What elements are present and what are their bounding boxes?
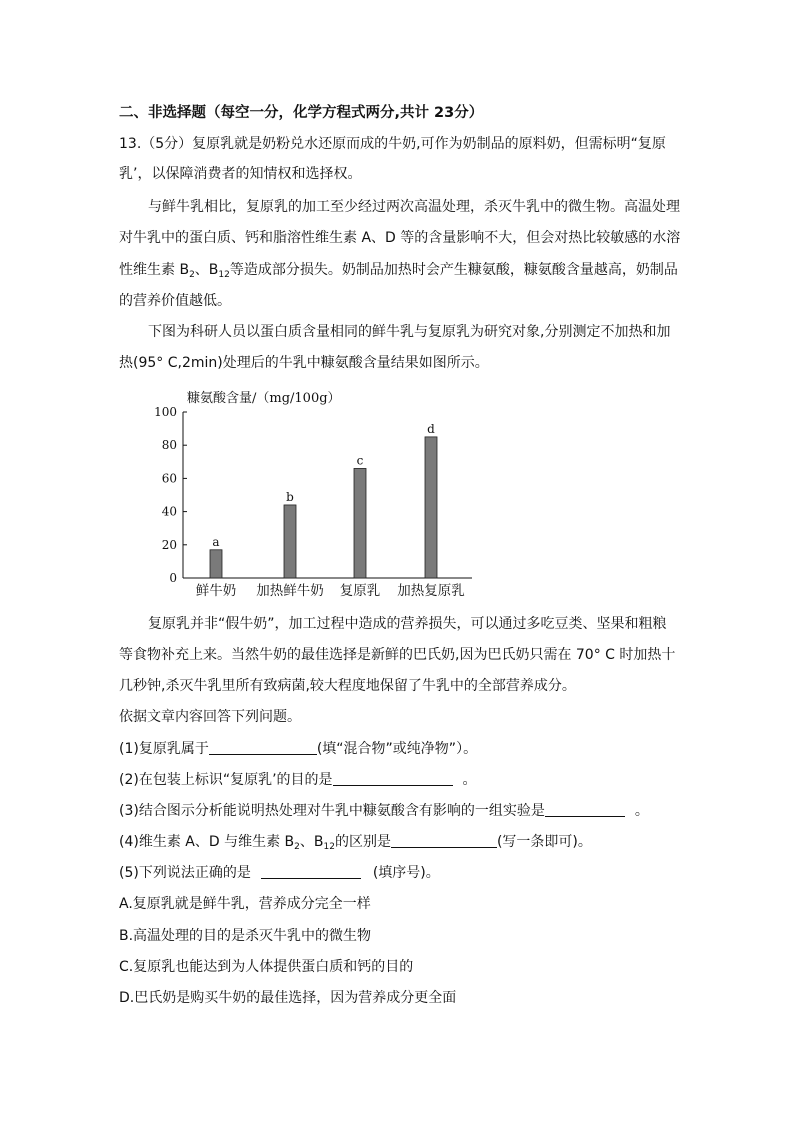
option-d: D.巴氏奶是购买牛奶的最佳选择，因为营养成分更全面 [119,990,457,1006]
paragraph-3-line-1: 复原乳并非“假牛奶”，加工过程中造成的营养损失，可以通过多吃豆类、坚果和粗粮 [148,616,667,632]
question-5 [119,863,679,883]
y-tick-label: 20 [161,537,177,552]
question-2 [119,770,679,790]
y-tick-label: 40 [161,504,177,519]
paragraph-3-line-3: 几秒钟,杀灭牛乳里所有致病菌,较大程度地保留了牛乳中的全部营养成分。 [119,678,576,694]
answer-blank-3[interactable] [545,802,625,817]
paragraph-1-line-1: 与鲜牛乳相比，复原乳的加工至少经过两次高温处理，杀灭牛乳中的微生物。高温处理 [148,199,680,215]
bar-label: d [427,421,435,436]
section-heading: 二、非选择题（每空一分，化学方程式两分,共计 23分） [119,105,484,121]
paragraph-1-line-3 [119,260,679,280]
category-label: 复原乳 [339,583,381,599]
text-run: (1)复原乳属于 [119,741,209,757]
bar [354,468,366,578]
text-run: 。 [634,803,649,819]
text-run: 等造成部分损失。奶制品加热时会产生糠氨酸，糠氨酸含量越高，奶制品 [229,262,678,278]
y-ticks [154,405,187,585]
subscript: 12 [323,842,335,852]
text-run: (写一条即可)。 [496,834,592,850]
option-c: C.复原乳也能达到为人体提供蛋白质和钙的目的 [119,959,414,975]
paragraph-3-line-2: 等食物补充上来。当然牛奶的最佳选择是新鲜的巴氏奶,因为巴氏奶只需在 70° C 时加热十 [119,647,676,663]
y-tick-label: 100 [154,405,177,419]
question-intro-line-1: 13.（5分）复原乳就是奶粉兑水还原而成的牛奶,可作为奶制品的原料奶，但需标明“复原 [119,136,666,152]
question-intro-line-2: 乳’，以保障消费者的知情权和选择权。 [119,166,362,182]
text-run: 。 [462,772,477,788]
paragraph-2-line-2: 热(95° C,2min)处理后的牛乳中糠氨酸含量结果如图所示。 [119,355,489,371]
question-4 [119,832,679,852]
subscript: 2 [294,842,300,852]
bar [210,550,222,578]
text-run: (填序号)。 [372,865,440,881]
option-a: A.复原乳就是鲜牛乳，营养成分完全一样 [119,896,371,912]
paragraph-2-line-1: 下图为科研人员以蛋白质含量相同的鲜牛乳与复原乳为研究对象,分别测定不加热和加 [148,324,671,340]
category-label: 加热复原乳 [397,583,465,599]
text-run: (3)结合图示分析能说明热处理对牛乳中糠氨酸含有影响的一组实验是 [119,803,545,819]
paragraph-1-line-2: 对牛乳中的蛋白质、钙和脂溶性维生素 A、D 等的含量影响不大，但会对热比较敏感的水溶 [119,230,681,246]
y-axis-label: 糠氨酸含量/（mg/100g） [187,391,341,406]
answer-blank-2[interactable] [333,771,453,786]
text-run: (4)维生素 A、D 与维生素 B [119,834,295,850]
bar-labels [212,422,435,549]
bar-label: a [212,534,220,549]
option-b: B.高温处理的目的是杀灭牛乳中的微生物 [119,928,372,944]
bar-label: b [286,489,294,504]
bar [425,437,437,578]
text-run: 的区别是 [334,834,391,850]
category-labels [196,582,465,599]
text-run: 、B [194,262,219,278]
bars [210,437,437,578]
question-3 [119,801,679,821]
text-run: (5)下列说法正确的是 [119,865,251,881]
subscript: 2 [189,270,195,280]
y-tick-label: 60 [161,471,177,486]
bar [284,505,296,578]
answer-blank-1[interactable] [209,740,317,755]
text-run: (填“混合物”或纯净物”）。 [316,741,478,757]
bar-chart [150,383,490,603]
subscript: 12 [218,270,230,280]
answer-prompt: 依据文章内容回答下列问题。 [119,709,301,725]
bar-label: c [356,453,364,468]
question-1 [119,739,679,759]
paragraph-1-line-4: 的营养价值越低。 [119,293,231,309]
text-run: 、B [299,834,324,850]
text-run: (2)在包装上标识“复原乳’的目的是 [119,772,333,788]
y-tick-label: 0 [169,571,177,585]
y-tick-label: 80 [161,438,177,453]
answer-blank-4[interactable] [391,833,497,848]
category-label: 加热鲜牛奶 [256,583,324,599]
category-label: 鲜牛奶 [195,583,237,599]
answer-blank-5[interactable] [261,864,361,879]
text-run: 性维生素 B [119,262,190,278]
